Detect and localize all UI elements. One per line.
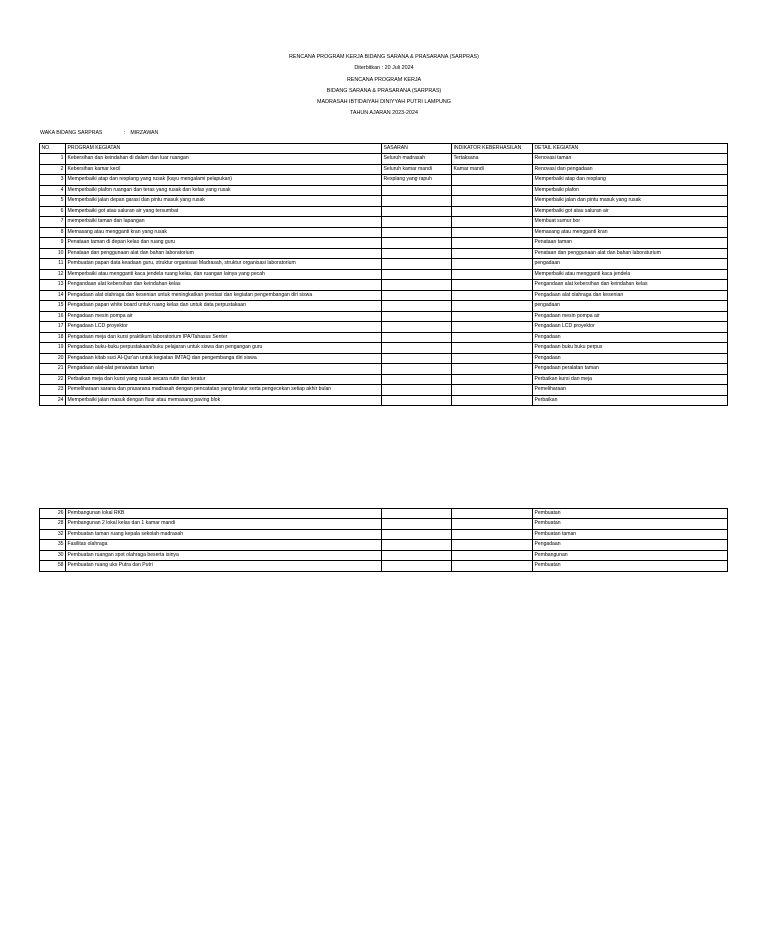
cell-sasaran: Seluruh kamar mandi [382, 164, 452, 175]
cell-no: 26 [40, 508, 66, 519]
cell-sasaran [382, 519, 452, 530]
table-row [40, 217, 728, 228]
cell-sasaran [382, 550, 452, 561]
cell-program: Pembuatan ruangan spot olahraga beserta isinya [66, 550, 382, 561]
cell-detail: pengadaan [533, 301, 728, 312]
header-department: BIDANG SARANA & PRASARANA (SARPRAS) [326, 87, 442, 94]
table-row [40, 227, 728, 238]
cell-sasaran [382, 269, 452, 280]
cell-indikator [452, 248, 533, 259]
cell-sasaran [382, 206, 452, 217]
cell-program: Pembuatan taman ruang kepala sekolah madrasah [66, 529, 382, 540]
program-table-body [40, 154, 728, 406]
cell-detail: Perbaikan kursi dan meja [533, 374, 728, 385]
cell-detail: Renovasi dan pengadaan [533, 164, 728, 175]
cell-detail: Pengadaan mesin pompa air [533, 311, 728, 322]
cell-sasaran [382, 217, 452, 228]
cell-no: 23 [40, 385, 66, 396]
cell-program: Memperbaiki jalan masuk dengan fluur atau memasang paving blok [66, 395, 382, 406]
cell-detail: Penataan dan penggunaan alat dan bahan laboraturium [533, 248, 728, 259]
cell-sasaran [382, 353, 452, 364]
cell-no: 9 [40, 238, 66, 249]
cell-sasaran [382, 385, 452, 396]
cell-indikator [452, 364, 533, 375]
cell-indikator [452, 185, 533, 196]
cell-program: Pengadaan buku-buku perpustakaan/buku pelajaran untuk siswa dan pengangan guru [66, 343, 382, 354]
cell-no: 14 [40, 290, 66, 301]
cell-indikator [452, 227, 533, 238]
cell-program: Pengadaan meja dan kursi praktikum laboratorium IPA/Tahasus Senter [66, 332, 382, 343]
cell-indikator [452, 561, 533, 572]
program-table [39, 143, 728, 407]
cell-indikator: Kamar mandi [452, 164, 533, 175]
table-row [40, 353, 728, 364]
cell-sasaran [382, 301, 452, 312]
table-row [40, 561, 728, 572]
document-header [0, 52, 768, 120]
header-academic-year: TAHUN AJARAN 2023-2024 [350, 110, 418, 117]
cell-sasaran [382, 529, 452, 540]
cell-program: Perbaikan meja dan kursi yang rusak secara rutin dan teratur [66, 374, 382, 385]
cell-program: Pengadaan kitab suci Al-Qur'an untuk kegiatan IMTAQ dan pengembanga diri siswa [66, 353, 382, 364]
cell-program: Fasilitas olahraga [66, 540, 382, 551]
cell-indikator [452, 353, 533, 364]
cell-no: 10 [40, 248, 66, 259]
cell-sasaran [382, 322, 452, 333]
cell-no: 5 [40, 196, 66, 207]
cell-detail: pengadaan [533, 259, 728, 270]
cell-sasaran: Seluruh madrasah [382, 154, 452, 165]
cell-detail: Pengadaan peralatan taman [533, 364, 728, 375]
cell-detail: Pengadaan [533, 540, 728, 551]
table-row [40, 508, 728, 519]
cell-sasaran [382, 248, 452, 259]
cell-no: 22 [40, 374, 66, 385]
cell-program: Pengandaan alat kebersihan dan keindahan kelas [66, 280, 382, 291]
table-header-row [40, 143, 728, 154]
cell-detail: Memasang atau mengganti kran [533, 227, 728, 238]
cell-no: 15 [40, 301, 66, 312]
table-row [40, 519, 728, 530]
table-row [40, 364, 728, 375]
cell-sasaran [382, 238, 452, 249]
cell-no: 7 [40, 217, 66, 228]
cell-sasaran [382, 185, 452, 196]
cell-no: 35 [40, 540, 66, 551]
cell-no: 12 [40, 269, 66, 280]
cell-detail: Memperbaiki jalan dan pintu masuk yang rusak [533, 196, 728, 207]
cell-program: memperbaiki taman dan lapangan [66, 217, 382, 228]
cell-no: 3 [40, 175, 66, 186]
cell-program: Pengadaan LCD proyektor [66, 322, 382, 333]
cell-detail: Pembuatan [533, 519, 728, 530]
cell-indikator [452, 395, 533, 406]
header-issued-date: Diterbitkan : 20 Juli 2024 [354, 65, 414, 72]
cell-no: 32 [40, 529, 66, 540]
cell-indikator [452, 508, 533, 519]
cell-program: Pengadaan papan white board untuk ruang kelas dan untuk data perpustakaan [66, 301, 382, 312]
cell-sasaran [382, 196, 452, 207]
cell-no: 21 [40, 364, 66, 375]
column-header-sasaran: SASARAN [382, 143, 452, 154]
cell-indikator: Tertaksana [452, 154, 533, 165]
cell-indikator [452, 280, 533, 291]
header-title: RENCANA PROGRAM KERJA BIDANG SARANA & PRASARANA (SARPRAS) [289, 54, 479, 60]
cell-no: 17 [40, 322, 66, 333]
cell-sasaran [382, 374, 452, 385]
cell-program: Memperbaiki plafon ruangan dan teras yang rusak dan kelas yang rusak [66, 185, 382, 196]
cell-no: 16 [40, 311, 66, 322]
cell-no: 58 [40, 561, 66, 572]
cell-sasaran [382, 259, 452, 270]
cell-sasaran [382, 290, 452, 301]
table-row [40, 322, 728, 333]
cell-program: Memperbaiki atap dan rexplang yang rusak (kayu mengalami pelapukan) [66, 175, 382, 186]
cell-detail: Memperbaiki got atau saluran air [533, 206, 728, 217]
cell-detail: Pengadaan LCD proyektor [533, 322, 728, 333]
cell-detail: Pengadaan alat olahraga dan kesenian [533, 290, 728, 301]
cell-program: Pengadaan mesin pompa air [66, 311, 382, 322]
cell-detail: Pengandaan alat kebersihan dan keindahan kelas [533, 280, 728, 291]
cell-program: Pembangunan 2 lokal kelas dan 1 kamar mandi [66, 519, 382, 530]
cell-sasaran [382, 540, 452, 551]
cell-detail: Memperbaiki atau mengganti kaca jendela [533, 269, 728, 280]
cell-no: 24 [40, 395, 66, 406]
additional-program-table [39, 508, 728, 572]
cell-indikator [452, 269, 533, 280]
table-row [40, 164, 728, 175]
table-row [40, 259, 728, 270]
cell-no: 30 [40, 550, 66, 561]
table-row [40, 248, 728, 259]
cell-detail: Pembuatan [533, 561, 728, 572]
cell-program: Memperbaiki got atau saluran air yang tersumbat [66, 206, 382, 217]
cell-detail: Pembuatan taman [533, 529, 728, 540]
cell-program: Kebersihan kamar kecil [66, 164, 382, 175]
column-header-program: PROGRAM KEGIATAN [66, 143, 382, 154]
table-row [40, 154, 728, 165]
cell-sasaran [382, 508, 452, 519]
table-row [40, 395, 728, 406]
table-row [40, 332, 728, 343]
cell-detail: Memperbaiki plafon [533, 185, 728, 196]
cell-indikator [452, 206, 533, 217]
waka-separator: : [123, 130, 126, 136]
cell-indikator [452, 290, 533, 301]
cell-no: 6 [40, 206, 66, 217]
waka-name: MIRZAWAN [130, 130, 159, 136]
cell-indikator [452, 196, 533, 207]
cell-detail: Membuat sumur bor [533, 217, 728, 228]
cell-sasaran [382, 227, 452, 238]
cell-detail: Pembuatan [533, 508, 728, 519]
cell-indikator [452, 374, 533, 385]
cell-no: 4 [40, 185, 66, 196]
cell-indikator [452, 343, 533, 354]
cell-program: Pembangunan lokal RKB [66, 508, 382, 519]
table-row [40, 290, 728, 301]
cell-indikator [452, 322, 533, 333]
table-row [40, 238, 728, 249]
table-row [40, 185, 728, 196]
table-row [40, 269, 728, 280]
cell-sasaran [382, 561, 452, 572]
table-row [40, 343, 728, 354]
cell-sasaran [382, 364, 452, 375]
cell-detail: Renovasi taman [533, 154, 728, 165]
table-row [40, 540, 728, 551]
cell-sasaran [382, 343, 452, 354]
table-row [40, 206, 728, 217]
waka-line [40, 130, 158, 137]
cell-program: Memasang atau mengganti kran yang rusak [66, 227, 382, 238]
cell-program: Penataan taman di depan kelas dan ruang guru [66, 238, 382, 249]
cell-detail: Pemeliharaan [533, 385, 728, 396]
cell-no: 28 [40, 519, 66, 530]
cell-no: 13 [40, 280, 66, 291]
cell-indikator [452, 550, 533, 561]
cell-no: 18 [40, 332, 66, 343]
cell-detail: Penataan taman [533, 238, 728, 249]
table-row [40, 529, 728, 540]
cell-program: Penataan dan penggunaan alat dan bahan laboratorium [66, 248, 382, 259]
header-subtitle: RENCANA PROGRAM KERJA [346, 76, 422, 83]
cell-indikator [452, 259, 533, 270]
cell-sasaran: Rexplang yang rapuh [382, 175, 452, 186]
table-row [40, 301, 728, 312]
waka-label: WAKA BIDANG SARPRAS [40, 130, 103, 136]
cell-indikator [452, 301, 533, 312]
cell-program: Pengadaan alat olahraga dan kesenian untuk meningkatkan prestasi dan kegiatan pengembangan diri siswa [66, 290, 382, 301]
additional-program-table-body [40, 508, 728, 571]
cell-indikator [452, 529, 533, 540]
cell-program: Memperbaiki atau mengganti kaca jendela ruang kelas, dan ruangan lainya yang pecah [66, 269, 382, 280]
cell-indikator [452, 332, 533, 343]
cell-indikator [452, 540, 533, 551]
cell-indikator [452, 238, 533, 249]
table-row [40, 374, 728, 385]
cell-sasaran [382, 395, 452, 406]
cell-detail: Memperbaiki atap dan rexplang [533, 175, 728, 186]
header-school: MADRASAH IBTIDAIYAH DINIYYAH PUTRI LAMPUNG [317, 99, 451, 106]
cell-sasaran [382, 280, 452, 291]
table-row [40, 385, 728, 396]
table-row [40, 280, 728, 291]
cell-indikator [452, 519, 533, 530]
cell-detail: Pembangunan [533, 550, 728, 561]
cell-program: Kebersihan dan keindahan di dalam dan luar ruangan [66, 154, 382, 165]
cell-detail: Perbaikan [533, 395, 728, 406]
cell-no: 19 [40, 343, 66, 354]
cell-indikator [452, 311, 533, 322]
table-row [40, 175, 728, 186]
cell-no: 2 [40, 164, 66, 175]
cell-indikator [452, 175, 533, 186]
table-row [40, 311, 728, 322]
cell-sasaran [382, 332, 452, 343]
cell-detail: Pengadaan [533, 332, 728, 343]
column-header-detail: DETAIL KEGIATAN [533, 143, 728, 154]
cell-indikator [452, 217, 533, 228]
cell-no: 1 [40, 154, 66, 165]
cell-program: Memperbaiki jalan depan garasi dan pintu masuk yang rusak [66, 196, 382, 207]
cell-detail: Pengadaan buku buku perpus [533, 343, 728, 354]
table-row [40, 550, 728, 561]
cell-no: 8 [40, 227, 66, 238]
column-header-indikator: INDIKATOR KEBERHASILAN [452, 143, 533, 154]
cell-program: Pembuatan ruang uks Putra dan Putri [66, 561, 382, 572]
cell-indikator [452, 385, 533, 396]
table-row [40, 196, 728, 207]
cell-no: 20 [40, 353, 66, 364]
cell-sasaran [382, 311, 452, 322]
cell-program: Pengadaan alat-alat perawatan taman [66, 364, 382, 375]
cell-program: Pembuatan papan data keadaan guru, struktur organisasi Madrasah, struktur organisasi laboratorium [66, 259, 382, 270]
cell-no: 11 [40, 259, 66, 270]
column-header-no: NO. [40, 143, 66, 154]
cell-detail: Pengadaan [533, 353, 728, 364]
cell-program: Pemeliharaan sarana dan prasarana madrasah dengan pencatatan yang teratur serta pengecekan setiap akhir bulan [66, 385, 382, 396]
